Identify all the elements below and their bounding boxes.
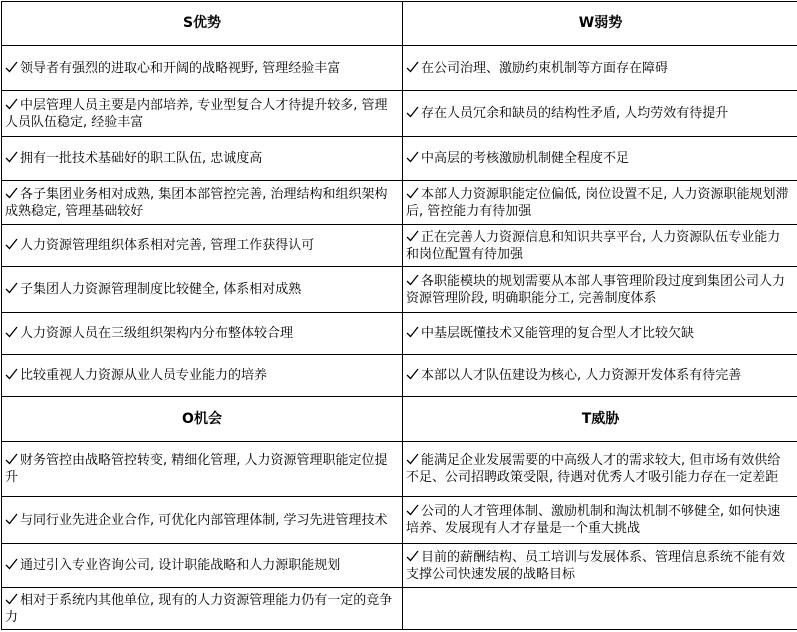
check-icon: [406, 61, 419, 73]
weakness-text: 正在完善人力资源信息和知识共享平台, 人力资源队伍专业能力和岗位配置有待加强: [406, 229, 781, 262]
weakness-cell: [403, 181, 797, 225]
threat-text: 能满足企业发展需要的中高级人才的需求较大, 但市场有效供给不足、公司招聘政策受限, 待遇对优秀人才吸引能力存在一定差距: [406, 453, 781, 485]
weakness-cell: [403, 225, 797, 267]
threat-text: 公司的人才管理体制、激励机制和淘汰机制不够健全, 如何快速培养、发展现有人才存量是一个重大挑战: [406, 504, 781, 536]
strength-text: 领导者有强烈的进取心和开阔的战略视野, 管理经验丰富: [20, 60, 341, 76]
strength-text: 各子集团业务相对成熟, 集团本部管控完善, 治理结构和组织架构成熟稳定, 管理基础较好: [5, 186, 388, 219]
weakness-cell: [403, 137, 797, 181]
check-icon: [5, 238, 18, 250]
check-icon: [406, 274, 419, 286]
strength-text: 拥有一批技术基础好的职工队伍, 忠诚度高: [20, 151, 263, 166]
strength-cell: [2, 46, 403, 91]
table-row: [2, 588, 797, 630]
check-icon: [5, 368, 18, 380]
check-icon: [5, 593, 18, 605]
opportunity-cell: [2, 497, 403, 544]
weakness-text: 中高层的考核激励机制健全程度不足: [421, 151, 630, 166]
weakness-cell: [403, 267, 797, 313]
strengths-header: S优势: [2, 2, 403, 46]
opportunity-cell: [2, 442, 403, 497]
strength-cell: [2, 225, 403, 267]
strength-cell: [2, 91, 403, 137]
check-icon: [406, 326, 419, 338]
table-row: [2, 544, 797, 588]
weakness-text: 存在人员冗余和缺员的结构性矛盾, 人均劳效有待提升: [421, 106, 729, 121]
check-icon: [5, 98, 18, 110]
table-row: [2, 497, 797, 544]
check-icon: [5, 282, 18, 294]
header-row-ot: [2, 397, 797, 442]
check-icon: [406, 368, 419, 380]
table-row: [2, 313, 797, 355]
strength-text: 人力资源管理组织体系相对完善, 管理工作获得认可: [20, 238, 315, 253]
weakness-text: 在公司治理、激励约束机制等方面存在障碍: [421, 60, 669, 76]
check-icon: [5, 61, 18, 73]
check-icon: [5, 513, 18, 525]
threat-cell: [403, 497, 797, 544]
check-icon: [406, 187, 419, 199]
weakness-text: 各职能模块的规划需要从本部人事管理阶段过度到集团公司人力资源管理阶段, 明确职能分工, 完善制度体系: [406, 273, 786, 306]
threats-header: T威胁: [403, 397, 797, 442]
weakness-cell: [403, 91, 797, 137]
opportunity-cell: [2, 544, 403, 588]
table-row: [2, 442, 797, 497]
check-icon: [406, 550, 419, 562]
check-icon: [5, 151, 18, 163]
threat-cell: [403, 442, 797, 497]
table-row: [2, 355, 797, 397]
table-row: [2, 46, 797, 91]
weaknesses-header: W弱势: [403, 2, 797, 46]
strength-cell: [2, 267, 403, 313]
table-row: [2, 267, 797, 313]
check-icon: [406, 151, 419, 163]
weakness-cell: [403, 313, 797, 355]
table-row: [2, 137, 797, 181]
header-row-sw: [2, 2, 797, 46]
strength-text: 子集团人力资源管理制度比较健全, 体系相对成熟: [20, 282, 302, 297]
check-icon: [5, 326, 18, 338]
opportunity-cell: [2, 588, 403, 630]
strength-cell: [2, 355, 403, 397]
empty-cell: [403, 588, 797, 630]
table-row: [2, 181, 797, 225]
check-icon: [406, 504, 419, 516]
strength-text: 中层管理人员主要是内部培养, 专业型复合人才待提升较多, 管理人员队伍稳定, 经验丰富: [5, 97, 388, 130]
weakness-cell: [403, 355, 797, 397]
check-icon: [406, 453, 419, 465]
opportunity-text: 财务管控由战略管控转变, 精细化管理, 人力资源管理职能定位提升: [5, 453, 388, 485]
check-icon: [5, 558, 18, 570]
table-row: [2, 91, 797, 137]
threat-cell: [403, 544, 797, 588]
weakness-text: 中基层既懂技术又能管理的复合型人才比较欠缺: [421, 326, 695, 341]
check-icon: [5, 453, 18, 465]
check-icon: [406, 106, 419, 118]
strength-cell: [2, 137, 403, 181]
opportunity-text: 相对于系统内其他单位, 现有的人力资源管理能力仍有一定的竞争力: [5, 592, 393, 625]
threat-text: 目前的薪酬结构、员工培训与发展体系、管理信息系统不能有效支撑公司快速发展的战略目标: [406, 549, 786, 582]
check-icon: [406, 230, 419, 242]
opportunity-text: 通过引入专业咨询公司, 设计职能战略和人力源职能规划: [20, 558, 341, 573]
strength-cell: [2, 181, 403, 225]
weakness-text: 本部以人才队伍建设为核心, 人力资源开发体系有待完善: [421, 368, 742, 383]
swot-table: [1, 1, 797, 630]
strength-text: 人力资源人员在三级组织架构内分布整体较合理: [20, 326, 294, 341]
strength-cell: [2, 313, 403, 355]
weakness-cell: [403, 46, 797, 91]
table-row: [2, 225, 797, 267]
strength-text: 比较重视人力资源从业人员专业能力的培养: [20, 368, 268, 383]
opportunities-header: O机会: [2, 397, 403, 442]
weakness-text: 本部人力资源职能定位偏低, 岗位设置不足, 人力资源职能规划滞后, 管控能力有待加强: [406, 186, 789, 219]
opportunity-text: 与同行业先进企业合作, 可优化内部管理体制, 学习先进管理技术: [20, 512, 388, 528]
check-icon: [5, 187, 18, 199]
